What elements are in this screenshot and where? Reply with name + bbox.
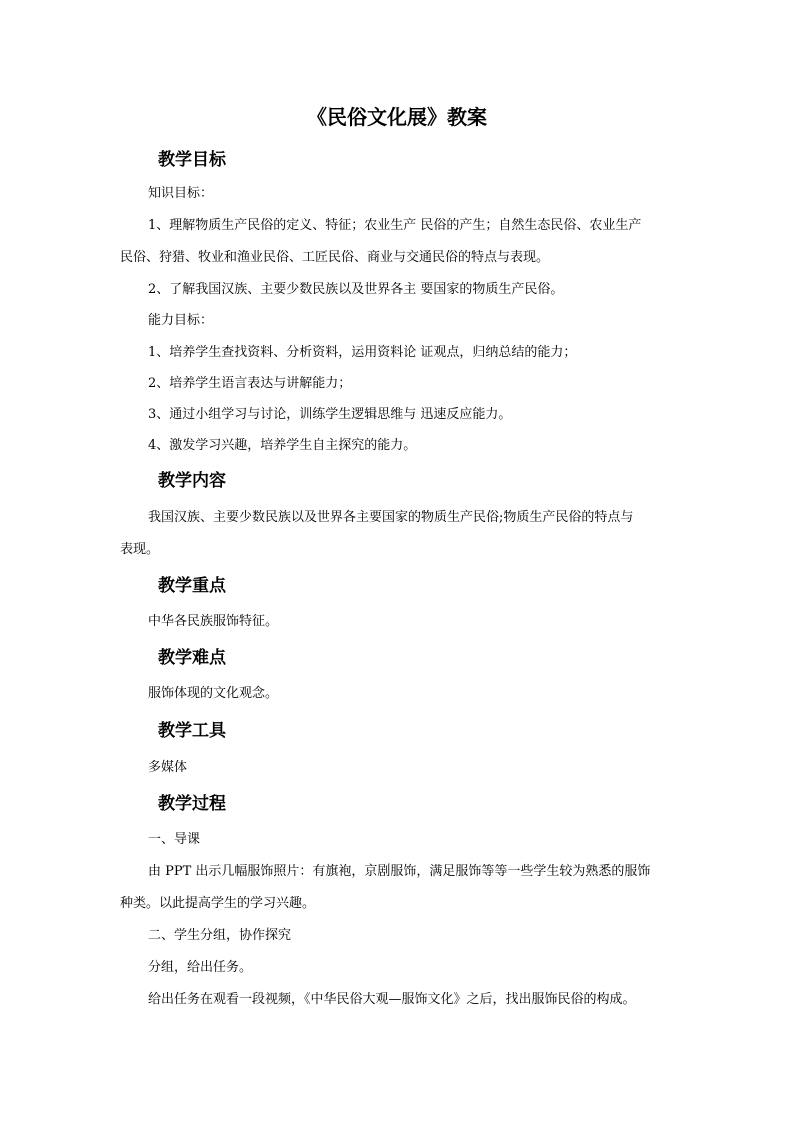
heading-key-point: 教学重点 bbox=[158, 576, 226, 596]
process-step-2-text-2: 给出任务在观看一段视频，《中华民俗大观—服饰文化》之后，找出服饰民俗的构成。 bbox=[148, 992, 636, 1007]
knowledge-item-2: 2、了解我国汉族、主要少数民族以及世界各主 要国家的物质生产民俗。 bbox=[148, 282, 564, 297]
heading-difficulty: 教学难点 bbox=[158, 648, 226, 668]
knowledge-item-1-line-2: 民俗、狩猎、牧业和渔业民俗、工匠民俗、商业与交通民俗的特点与表现。 bbox=[120, 250, 550, 265]
document-title: 《民俗文化展》教案 bbox=[307, 105, 487, 129]
content-line-1: 我国汉族、主要少数民族以及世界各主要国家的物质生产民俗;物质生产民俗的特点与 bbox=[148, 510, 634, 525]
difficulty-text: 服饰体现的文化观念。 bbox=[148, 686, 279, 701]
ability-item-4: 4、激发学习兴趣，培养学生自主探究的能力。 bbox=[148, 438, 417, 453]
heading-tools: 教学工具 bbox=[158, 721, 226, 741]
process-step-1-label: 一、导课 bbox=[148, 832, 201, 847]
ability-item-2: 2、培养学生语言表达与讲解能力； bbox=[148, 376, 352, 391]
heading-objectives: 教学目标 bbox=[158, 150, 226, 170]
ability-item-3: 3、通过小组学习与讨论，训练学生逻辑思维与 迅速反应能力。 bbox=[148, 407, 512, 422]
process-step-1-line-2: 种类。以此提高学生的学习兴趣。 bbox=[120, 896, 316, 911]
knowledge-label: 知识目标： bbox=[148, 186, 214, 201]
process-step-2-label: 二、学生分组，协作探究 bbox=[148, 928, 292, 943]
key-point-text: 中华各民族服饰特征。 bbox=[148, 614, 279, 629]
process-step-1-line-1: 由 PPT 出示几幅服饰照片：有旗袍，京剧服饰，满足服饰等等一些学生较为熟悉的服饰 bbox=[148, 864, 651, 879]
ability-item-1: 1、培养学生查找资料、分析资料，运用资料论 证观点，归纳总结的能力； bbox=[148, 345, 577, 360]
process-step-2-text-1: 分组，给出任务。 bbox=[148, 960, 253, 975]
heading-process: 教学过程 bbox=[158, 794, 226, 814]
ability-label: 能力目标： bbox=[148, 313, 214, 328]
tools-text: 多媒体 bbox=[148, 760, 188, 775]
content-line-2: 表现。 bbox=[120, 542, 160, 557]
knowledge-item-1-line-1: 1、理解物质生产民俗的定义、特征；农业生产 民俗的产生；自然生态民俗、农业生产 bbox=[148, 218, 642, 233]
heading-content: 教学内容 bbox=[158, 471, 226, 491]
